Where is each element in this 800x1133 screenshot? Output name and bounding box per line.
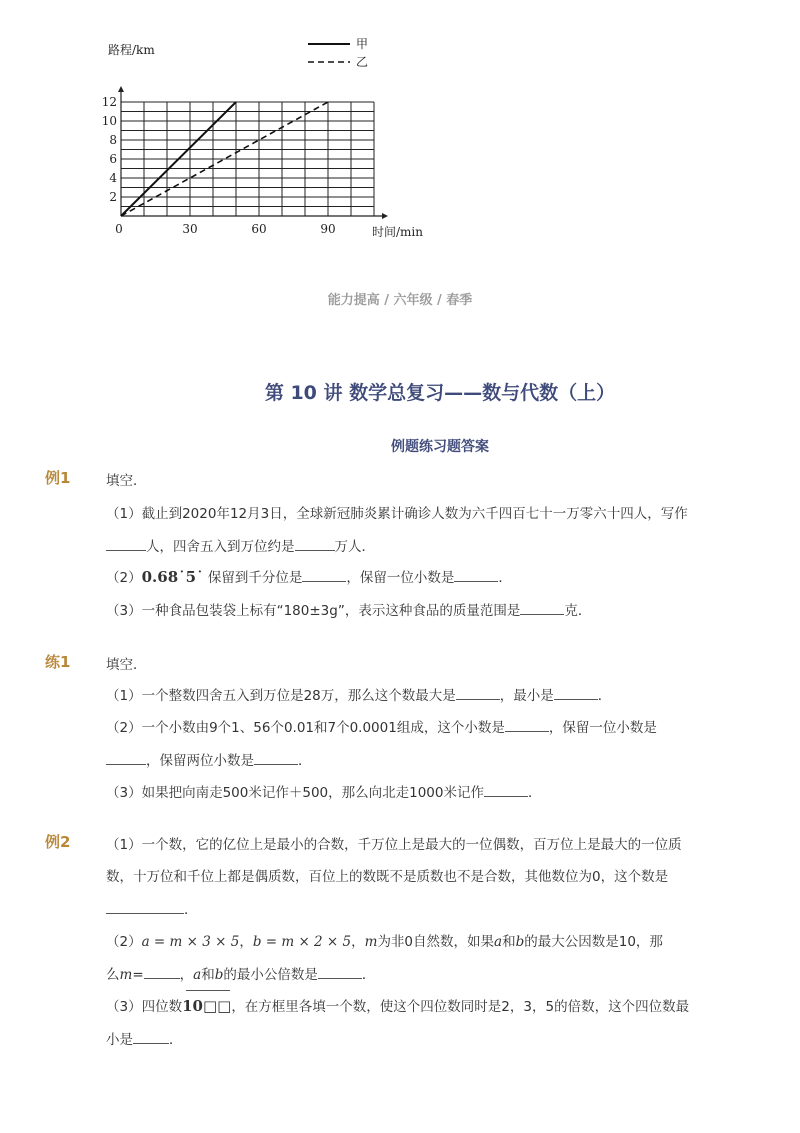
practice-1-q3 xyxy=(106,781,541,801)
q-text: ． xyxy=(361,967,376,983)
q-text: （3）四位数 xyxy=(106,999,183,1015)
q-text: （1）一个整数四舍五入到万位是28万，那么这个数最大是 xyxy=(106,688,456,704)
example-2-q3-line2 xyxy=(106,1028,183,1048)
q-text: ，保留一位小数是 xyxy=(548,720,657,736)
x-tick-label: 60 xyxy=(251,222,267,236)
q-text: ，最小是 xyxy=(499,688,554,704)
x-axis-label: 时间/min xyxy=(372,225,423,239)
practice-1-label: 练1 xyxy=(45,653,71,671)
q-text: = xyxy=(132,967,144,983)
q-text: ． xyxy=(498,570,512,586)
q-text: （2） xyxy=(106,934,142,950)
distance-time-chart xyxy=(96,30,456,245)
var-m: m xyxy=(119,967,133,983)
x-tick-label: 30 xyxy=(182,222,198,236)
y-tick-label: 10 xyxy=(101,114,117,128)
q-text: （3）一种食品包装袋上标有“180±3g”，表示这种食品的质量范围是 xyxy=(106,603,521,619)
q-text: 和 xyxy=(502,934,516,950)
example-2-q3-line1 xyxy=(106,995,689,1015)
q-text: ． xyxy=(184,902,198,918)
answer-blank xyxy=(106,899,184,914)
legend-label: 乙 xyxy=(356,55,369,69)
example-1-q3 xyxy=(106,599,591,619)
y-tick-label: 12 xyxy=(101,95,117,109)
y-tick-label: 4 xyxy=(109,171,117,185)
x-axis-arrow xyxy=(382,213,388,219)
var-a: a xyxy=(193,967,202,983)
q-text: ． xyxy=(298,753,312,769)
answer-blank xyxy=(254,750,298,765)
y-tick-label: 2 xyxy=(109,190,117,204)
q-text: ， xyxy=(179,967,194,983)
answer-subtitle: 例题练习题答案 xyxy=(391,439,489,455)
q-text: ． xyxy=(527,785,542,801)
x-tick-label: 0 xyxy=(115,222,123,236)
q-text: （2）一个小数由9个1、56个0.01和7个0.0001组成，这个小数是 xyxy=(106,720,505,736)
example-1-q2 xyxy=(106,566,512,586)
y-tick-label: 8 xyxy=(109,133,117,147)
example-2-label: 例2 xyxy=(45,833,71,851)
answer-blank xyxy=(484,782,528,797)
example-1-intro: 填空． xyxy=(106,473,147,489)
practice-1-q2-line1 xyxy=(106,716,657,736)
example-2-q1-line3 xyxy=(106,898,198,918)
q-text: 保留到千分位是 xyxy=(207,570,303,586)
q-text: ，在方框里各填一个数，使这个四位数同时是2，3，5的倍数，这个四位数最 xyxy=(231,999,690,1015)
example-2-q2-line2 xyxy=(106,963,375,983)
answer-blank xyxy=(144,964,180,979)
practice-1-q1 xyxy=(106,684,611,704)
repeating-decimal: 0.68˙5˙ xyxy=(141,568,204,586)
answer-blank xyxy=(106,750,146,765)
q-text: ，保留一位小数是 xyxy=(346,570,455,586)
q-text: ， xyxy=(239,934,253,950)
answer-blank xyxy=(106,536,146,551)
example-2-q2-line1 xyxy=(106,930,663,950)
answer-blank xyxy=(456,685,500,700)
legend-label: 甲 xyxy=(356,37,369,51)
q-text: 万人． xyxy=(334,539,375,555)
practice-1-intro: 填空． xyxy=(106,657,147,673)
var-m: m xyxy=(364,934,378,950)
example-1-q1-line2 xyxy=(106,535,375,555)
q-text: 的最小公倍数是 xyxy=(223,967,318,983)
example-2-q1-line1: （1）一个数，它的亿位上是最小的合数，千万位上是最大的一位偶数，百万位上是最大的一位质 xyxy=(106,837,682,853)
four-digit-number: 10□□ xyxy=(182,997,232,1015)
footer-text: 能力提高 / 六年级 / 春季 xyxy=(327,293,473,308)
x-tick-label: 90 xyxy=(320,222,336,236)
answer-blank xyxy=(520,600,564,615)
answer-blank xyxy=(454,567,498,582)
q-text: 人，四舍五入到万位约是 xyxy=(146,539,295,555)
lesson-title: 第 10 讲 数学总复习——数与代数（上） xyxy=(264,382,616,404)
var-a: a xyxy=(494,934,503,950)
y-axis-arrow xyxy=(118,86,124,92)
example-1-label: 例1 xyxy=(45,469,71,487)
q-text: 克． xyxy=(564,603,592,619)
answer-blank xyxy=(302,567,346,582)
answer-blank xyxy=(295,536,335,551)
chart-grid xyxy=(121,102,374,216)
chart-legend xyxy=(308,37,368,69)
q-text: 和 xyxy=(201,967,215,983)
equation-a: a = m × 3 × 5 xyxy=(141,934,240,950)
answer-blank xyxy=(554,685,598,700)
y-axis-label: 路程/km xyxy=(108,43,155,57)
answer-blank xyxy=(318,964,362,979)
chart-axes xyxy=(102,43,424,239)
practice-1-q2-line2 xyxy=(106,749,312,769)
q-text: （3）如果把向南走500米记作＋500，那么向北走1000米记作 xyxy=(106,785,484,801)
example-1-q1-line1 xyxy=(106,502,688,522)
example-2-q1-line2: 数，十万位和千位上都是偶质数，百位上的数既不是质数也不是合数，其他数位为0，这个数是 xyxy=(106,869,669,885)
q-text: ， xyxy=(351,934,365,950)
q-text: 为非0自然数，如果 xyxy=(377,934,495,950)
equation-b: b = m × 2 × 5 xyxy=(252,934,352,950)
y-tick-label: 6 xyxy=(109,152,117,166)
answer-blank xyxy=(505,717,549,732)
q-text: 的最大公因数是10，那 xyxy=(524,934,663,950)
q-text: ． xyxy=(597,688,612,704)
answer-blank xyxy=(133,1029,169,1044)
q-text: 么 xyxy=(106,967,120,983)
var-b: b xyxy=(214,967,224,983)
overline xyxy=(186,990,230,991)
q-text: ，保留两位小数是 xyxy=(146,753,254,769)
q-text: （1）截止到2020年12月3日，全球新冠肺炎累计确诊人数为六千四百七十一万零六十四人，写作 xyxy=(106,506,688,522)
var-b: b xyxy=(515,934,525,950)
q-text: 小是 xyxy=(106,1032,133,1048)
q-text: ． xyxy=(169,1032,183,1048)
q-text: （2） xyxy=(106,570,142,586)
